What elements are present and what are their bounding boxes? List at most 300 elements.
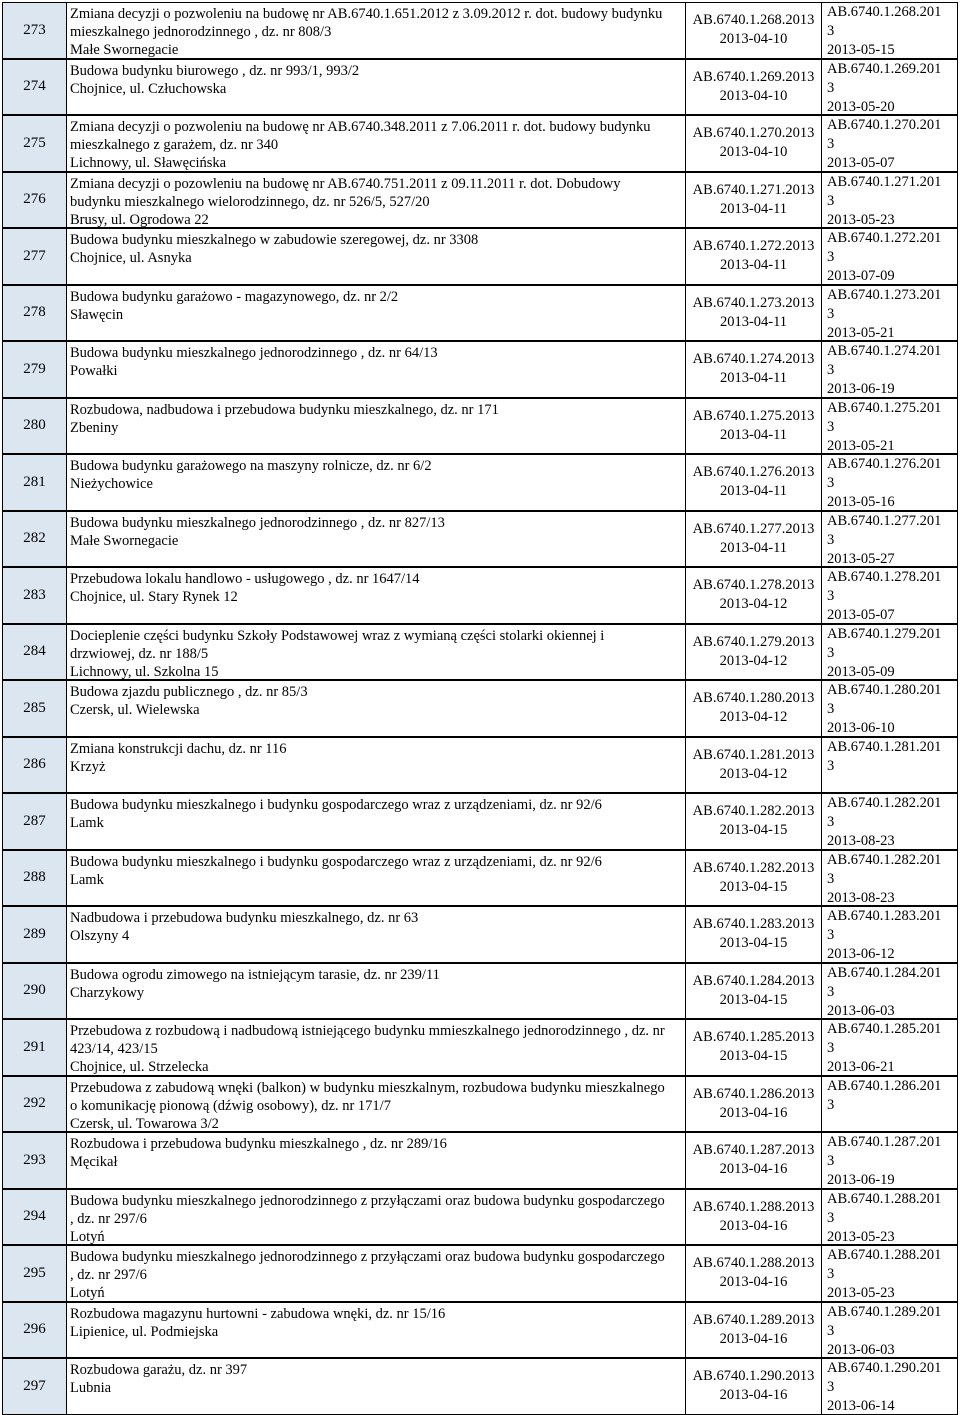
row-number: 296 xyxy=(23,1321,46,1338)
decision-number-suffix: 3 xyxy=(827,1096,835,1113)
description-line: Budowa budynku mieszkalnego jednorodzinnego , dz. nr 827/13 xyxy=(70,514,445,531)
table-row xyxy=(0,172,960,229)
decision-cell xyxy=(821,511,958,568)
decision-date: 2013-06-19 xyxy=(827,381,895,397)
registration-number: AB.6740.1.271.2013 xyxy=(692,181,815,198)
registration-number: AB.6740.1.290.2013 xyxy=(692,1368,815,1385)
decision-number: AB.6740.1.274.201 xyxy=(827,343,942,359)
registration-number: AB.6740.1.280.2013 xyxy=(692,690,815,707)
description-line: Lamk xyxy=(70,871,104,888)
decision-number-suffix: 3 xyxy=(827,1379,835,1395)
table-row xyxy=(0,1189,960,1246)
decision-cell xyxy=(821,341,958,398)
decision-cell xyxy=(821,850,958,907)
row-number: 292 xyxy=(23,1095,46,1112)
decision-date: 2013-06-03 xyxy=(827,1002,895,1019)
registration-cell xyxy=(685,285,822,342)
row-number-cell xyxy=(2,680,67,737)
decision-date: 2013-05-20 xyxy=(827,98,895,115)
registration-date: 2013-04-15 xyxy=(719,991,788,1008)
row-number: 275 xyxy=(23,134,46,151)
description-line: Lipienice, ul. Podmiejska xyxy=(70,1323,219,1340)
registration-date: 2013-04-10 xyxy=(719,31,788,48)
description-line: Lotyń xyxy=(70,1228,105,1245)
table-row xyxy=(0,1076,960,1133)
registration-date: 2013-04-12 xyxy=(719,709,788,726)
registration-cell xyxy=(685,624,822,681)
row-number-cell xyxy=(2,567,67,624)
decision-cell xyxy=(821,906,958,963)
row-number-cell xyxy=(2,1358,67,1415)
description-cell xyxy=(66,624,686,681)
registration-cell xyxy=(685,1189,822,1246)
description-cell xyxy=(66,1076,686,1133)
table-row xyxy=(0,850,960,907)
decision-date: 2013-05-09 xyxy=(827,663,895,680)
description-line: Chojnice, ul. Stary Rynek 12 xyxy=(70,589,238,605)
registration-cell xyxy=(685,511,822,568)
description-cell xyxy=(66,680,686,737)
decision-number: AB.6740.1.276.201 xyxy=(827,456,942,472)
description-line: Powałki xyxy=(70,363,118,379)
decision-number: AB.6740.1.283.201 xyxy=(827,908,942,924)
row-number-cell xyxy=(2,398,67,455)
registration-cell xyxy=(685,398,822,455)
decision-cell xyxy=(821,1358,958,1415)
description-line: Nadbudowa i przebudowa budynku mieszkalnego, dz. nr 63 xyxy=(70,910,419,926)
registration-number: AB.6740.1.277.2013 xyxy=(692,520,815,537)
decision-date: 2013-06-03 xyxy=(827,1341,895,1358)
description-line: Budowa budynku mieszkalnego jednorodzinnego z przyłączami oraz budowa budynku gospodarczego xyxy=(70,1192,665,1209)
registration-cell xyxy=(685,1076,822,1133)
decision-cell xyxy=(821,115,958,172)
description-line: Budowa budynku biurowego , dz. nr 993/1, 993/2 xyxy=(70,62,360,79)
row-number: 290 xyxy=(23,982,46,999)
row-number: 283 xyxy=(23,586,46,603)
decision-number: AB.6740.1.277.201 xyxy=(827,512,942,529)
description-line: Zmiana decyzji o pozowleniu na budowę nr AB.6740.751.2011 z 09.11.2011 r. dot. Dobudowy xyxy=(70,175,621,192)
registration-number: AB.6740.1.276.2013 xyxy=(692,464,815,481)
decision-number-suffix: 3 xyxy=(827,1322,835,1339)
registration-date: 2013-04-16 xyxy=(719,1330,788,1347)
decision-number: AB.6740.1.273.201 xyxy=(827,286,942,303)
row-number: 291 xyxy=(23,1038,46,1055)
decision-cell xyxy=(821,963,958,1020)
description-line: mieszkalnego z garażem, dz. nr 340 xyxy=(70,137,279,153)
decision-cell xyxy=(821,285,958,342)
decision-date: 2013-05-23 xyxy=(827,1228,895,1245)
row-number: 288 xyxy=(23,869,46,886)
row-number-cell xyxy=(2,850,67,907)
registration-cell xyxy=(685,59,822,116)
row-number: 295 xyxy=(23,1264,46,1281)
decision-number-suffix: 3 xyxy=(827,1040,835,1056)
table-row xyxy=(0,1019,960,1076)
decision-cell xyxy=(821,1245,958,1302)
registration-date: 2013-04-11 xyxy=(719,483,788,500)
row-number: 274 xyxy=(23,78,46,95)
description-cell xyxy=(66,115,686,172)
table-row xyxy=(0,737,960,794)
table-row xyxy=(0,59,960,116)
row-number: 297 xyxy=(23,1377,46,1394)
decision-cell xyxy=(821,1302,958,1359)
row-number: 278 xyxy=(23,304,46,321)
registration-date: 2013-04-16 xyxy=(719,1161,788,1178)
decision-number: AB.6740.1.280.201 xyxy=(827,682,942,698)
table-row xyxy=(0,285,960,342)
registration-cell xyxy=(685,454,822,511)
decision-number-suffix: 3 xyxy=(827,192,835,209)
description-cell xyxy=(66,1132,686,1189)
registration-date: 2013-04-12 xyxy=(719,652,788,669)
row-number: 293 xyxy=(23,1151,46,1168)
decision-number: AB.6740.1.282.201 xyxy=(827,795,942,811)
table-row xyxy=(0,398,960,455)
description-line: Chojnice, ul. Strzelecka xyxy=(70,1059,209,1075)
decision-cell xyxy=(821,793,958,850)
description-line: Chojnice, ul. Człuchowska xyxy=(70,80,227,97)
description-line: Lubnia xyxy=(70,1380,112,1396)
registration-date: 2013-04-15 xyxy=(719,878,788,895)
registration-date: 2013-04-16 xyxy=(719,1387,788,1404)
description-line: Nieżychowice xyxy=(70,476,153,492)
decision-date: 2013-05-07 xyxy=(827,607,895,623)
decision-number-suffix: 3 xyxy=(827,1266,835,1282)
registration-number: AB.6740.1.283.2013 xyxy=(692,916,815,933)
registration-cell xyxy=(685,228,822,285)
decision-number-suffix: 3 xyxy=(827,23,835,39)
description-line: Budowa budynku mieszkalnego i budynku gospodarczego wraz z urządzeniami, dz. nr 92/6 xyxy=(70,853,602,870)
description-line: Rozbudowa garażu, dz. nr 397 xyxy=(70,1362,248,1378)
decision-cell xyxy=(821,2,958,59)
table-row xyxy=(0,680,960,737)
registration-date: 2013-04-11 xyxy=(719,313,788,330)
decision-date: 2013-05-21 xyxy=(827,437,895,454)
description-line: Budowa budynku garażowego na maszyny rolnicze, dz. nr 6/2 xyxy=(70,458,432,474)
decision-number-suffix: 3 xyxy=(827,1209,835,1226)
decision-number-suffix: 3 xyxy=(827,1153,835,1169)
row-number-cell xyxy=(2,59,67,116)
decision-number: AB.6740.1.271.201 xyxy=(827,173,942,190)
decision-cell xyxy=(821,1132,958,1189)
description-line: Rozbudowa i przebudowa budynku mieszkalnego , dz. nr 289/16 xyxy=(70,1136,447,1152)
registration-cell xyxy=(685,341,822,398)
registration-cell xyxy=(685,1302,822,1359)
description-line: Budowa budynku garażowo - magazynowego, dz. nr 2/2 xyxy=(70,288,399,305)
registration-cell xyxy=(685,1245,822,1302)
table-row xyxy=(0,511,960,568)
description-line: o komunikację pionową (dźwig osobowy), dz. nr 171/7 xyxy=(70,1097,391,1114)
decision-number-suffix: 3 xyxy=(827,757,835,774)
decision-date: 2013-08-23 xyxy=(827,833,895,849)
row-number-cell xyxy=(2,963,67,1020)
decision-number-suffix: 3 xyxy=(827,870,835,887)
row-number-cell xyxy=(2,2,67,59)
description-line: Zmiana konstrukcji dachu, dz. nr 116 xyxy=(70,740,287,757)
decision-date: 2013-06-21 xyxy=(827,1059,895,1075)
decision-number: AB.6740.1.268.201 xyxy=(827,4,942,20)
row-number-cell xyxy=(2,1019,67,1076)
description-line: budynku mieszkalnego wielorodzinnego, dz. nr 526/5, 527/20 xyxy=(70,193,430,210)
decision-date: 2013-05-16 xyxy=(827,494,895,510)
decision-number: AB.6740.1.287.201 xyxy=(827,1134,942,1150)
registration-cell xyxy=(685,1019,822,1076)
registration-date: 2013-04-11 xyxy=(719,426,788,443)
decision-date: 2013-05-23 xyxy=(827,211,895,228)
registration-number: AB.6740.1.284.2013 xyxy=(692,972,815,989)
decision-number: AB.6740.1.285.201 xyxy=(827,1021,942,1037)
decision-cell xyxy=(821,680,958,737)
decision-number: AB.6740.1.272.201 xyxy=(827,230,942,246)
registration-cell xyxy=(685,963,822,1020)
decision-cell xyxy=(821,737,958,794)
description-line: mieszkalnego jednorodzinnego , dz. nr 808/3 xyxy=(70,24,332,40)
description-line: Budowa budynku mieszkalnego i budynku gospodarczego wraz z urządzeniami, dz. nr 92/6 xyxy=(70,797,602,813)
description-line: Budowa zjazdu publicznego , dz. nr 85/3 xyxy=(70,684,308,700)
description-line: Budowa budynku mieszkalnego jednorodzinnego , dz. nr 64/13 xyxy=(70,345,438,361)
decision-number-suffix: 3 xyxy=(827,136,835,152)
registration-cell xyxy=(685,567,822,624)
description-cell xyxy=(66,398,686,455)
registration-number: AB.6740.1.287.2013 xyxy=(692,1142,815,1159)
decision-cell xyxy=(821,1189,958,1246)
row-number-cell xyxy=(2,115,67,172)
row-number: 286 xyxy=(23,756,46,773)
row-number-cell xyxy=(2,511,67,568)
description-line: Krzyż xyxy=(70,758,106,775)
decision-number: AB.6740.1.282.201 xyxy=(827,851,942,868)
description-line: , dz. nr 297/6 xyxy=(70,1267,147,1283)
registration-cell xyxy=(685,737,822,794)
description-cell xyxy=(66,1019,686,1076)
registration-cell xyxy=(685,172,822,229)
decision-cell xyxy=(821,567,958,624)
registration-date: 2013-04-16 xyxy=(719,1274,788,1291)
row-number: 276 xyxy=(23,191,46,208)
row-number-cell xyxy=(2,454,67,511)
description-line: Męcikał xyxy=(70,1154,118,1170)
description-line: Czersk, ul. Wielewska xyxy=(70,702,200,718)
decision-number-suffix: 3 xyxy=(827,814,835,830)
description-line: Zbeniny xyxy=(70,419,119,436)
registration-number: AB.6740.1.268.2013 xyxy=(692,12,815,29)
description-line: Sławęcin xyxy=(70,306,124,323)
row-number-cell xyxy=(2,737,67,794)
row-number: 289 xyxy=(23,925,46,942)
registration-date: 2013-04-15 xyxy=(719,935,788,952)
decision-date: 2013-06-14 xyxy=(827,1398,895,1414)
description-line: Przebudowa z rozbudową i nadbudową istniejącego budynku mmieszkalnego jednorodzinnego , dz. nr xyxy=(70,1023,665,1039)
description-line: Lichnowy, ul. Sławęcińska xyxy=(70,155,227,171)
table-row xyxy=(0,2,960,59)
decision-date: 2013-06-12 xyxy=(827,946,895,962)
decision-date: 2013-08-23 xyxy=(827,889,895,906)
registration-cell xyxy=(685,850,822,907)
registration-number: AB.6740.1.281.2013 xyxy=(692,746,815,763)
decision-date: 2013-05-21 xyxy=(827,324,895,341)
description-line: Budowa ogrodu zimowego na istniejącym tarasie, dz. nr 239/11 xyxy=(70,966,440,983)
decision-number: AB.6740.1.290.201 xyxy=(827,1360,942,1376)
decision-number: AB.6740.1.288.201 xyxy=(827,1190,942,1207)
decision-date: 2013-05-27 xyxy=(827,550,895,567)
row-number: 279 xyxy=(23,360,46,377)
registration-number: AB.6740.1.278.2013 xyxy=(692,577,815,594)
registration-number: AB.6740.1.275.2013 xyxy=(692,407,815,424)
description-line: Małe Swornegacie xyxy=(70,42,179,58)
decision-cell xyxy=(821,454,958,511)
row-number: 281 xyxy=(23,473,46,490)
decision-number: AB.6740.1.275.201 xyxy=(827,399,942,416)
row-number-cell xyxy=(2,793,67,850)
registration-date: 2013-04-10 xyxy=(719,87,788,104)
description-cell xyxy=(66,285,686,342)
description-line: Czersk, ul. Towarowa 3/2 xyxy=(70,1115,219,1132)
row-number: 284 xyxy=(23,643,46,660)
decision-number-suffix: 3 xyxy=(827,983,835,1000)
decision-number-suffix: 3 xyxy=(827,644,835,661)
table-row xyxy=(0,454,960,511)
row-number-cell xyxy=(2,1132,67,1189)
description-line: Przebudowa lokalu handlowo - usługowego , dz. nr 1647/14 xyxy=(70,571,420,587)
description-cell xyxy=(66,567,686,624)
description-line: Docieplenie części budynku Szkoły Podstawowej wraz z wymianą części stolarki okiennej i xyxy=(70,627,605,644)
row-number: 294 xyxy=(23,1208,46,1225)
description-line: Budowa budynku mieszkalnego jednorodzinnego z przyłączami oraz budowa budynku gospodarczego xyxy=(70,1249,665,1265)
row-number: 280 xyxy=(23,417,46,434)
description-cell xyxy=(66,906,686,963)
registration-date: 2013-04-16 xyxy=(719,1104,788,1121)
decision-number-suffix: 3 xyxy=(827,531,835,548)
registration-date: 2013-04-11 xyxy=(719,370,788,387)
row-number-cell xyxy=(2,906,67,963)
decision-number-suffix: 3 xyxy=(827,475,835,491)
table-row xyxy=(0,567,960,624)
description-cell xyxy=(66,172,686,229)
decision-date: 2013-05-07 xyxy=(827,155,895,171)
row-number: 282 xyxy=(23,530,46,547)
table-row xyxy=(0,228,960,285)
decision-number: AB.6740.1.288.201 xyxy=(827,1247,942,1263)
description-cell xyxy=(66,793,686,850)
description-cell xyxy=(66,1302,686,1359)
registration-number: AB.6740.1.270.2013 xyxy=(692,125,815,142)
decision-number-suffix: 3 xyxy=(827,305,835,322)
registration-number: AB.6740.1.282.2013 xyxy=(692,803,815,820)
table-row xyxy=(0,1245,960,1302)
decision-number: AB.6740.1.270.201 xyxy=(827,117,942,133)
description-line: Zmiana decyzji o pozwoleniu na budowę nr AB.6740.1.651.2012 z 3.09.2012 r. dot. budowy budynku xyxy=(70,6,663,22)
registration-date: 2013-04-11 xyxy=(719,200,788,217)
decision-cell xyxy=(821,59,958,116)
table-row xyxy=(0,1302,960,1359)
registration-date: 2013-04-16 xyxy=(719,1217,788,1234)
description-line: Budowa budynku mieszkalnego w zabudowie szeregowej, dz. nr 3308 xyxy=(70,232,479,248)
row-number-cell xyxy=(2,624,67,681)
table-row xyxy=(0,341,960,398)
decision-number: AB.6740.1.289.201 xyxy=(827,1303,942,1320)
description-cell xyxy=(66,850,686,907)
description-cell xyxy=(66,737,686,794)
description-line: Rozbudowa magazynu hurtowni - zabudowa wnęki, dz. nr 15/16 xyxy=(70,1305,446,1322)
description-line: Lotyń xyxy=(70,1285,105,1301)
decision-number-suffix: 3 xyxy=(827,362,835,378)
registration-date: 2013-04-10 xyxy=(719,144,788,161)
description-line: Zmiana decyzji o pozwoleniu na budowę nr AB.6740.348.2011 z 7.06.2011 r. dot. budowy budynku xyxy=(70,119,651,135)
description-cell xyxy=(66,1189,686,1246)
decision-cell xyxy=(821,172,958,229)
row-number-cell xyxy=(2,228,67,285)
decision-cell xyxy=(821,1076,958,1133)
description-cell xyxy=(66,1245,686,1302)
decision-number-suffix: 3 xyxy=(827,701,835,717)
row-number-cell xyxy=(2,1189,67,1246)
table-row xyxy=(0,1132,960,1189)
registration-cell xyxy=(685,1132,822,1189)
registration-number: AB.6740.1.272.2013 xyxy=(692,238,815,255)
decision-number-suffix: 3 xyxy=(827,927,835,943)
registration-number: AB.6740.1.279.2013 xyxy=(692,633,815,650)
decision-cell xyxy=(821,228,958,285)
description-cell xyxy=(66,341,686,398)
row-number-cell xyxy=(2,285,67,342)
table-row xyxy=(0,624,960,681)
decision-number: AB.6740.1.286.201 xyxy=(827,1077,942,1094)
registration-cell xyxy=(685,793,822,850)
registration-number: AB.6740.1.288.2013 xyxy=(692,1255,815,1272)
decision-number: AB.6740.1.269.201 xyxy=(827,60,942,77)
description-line: , dz. nr 297/6 xyxy=(70,1210,147,1227)
decision-number-suffix: 3 xyxy=(827,418,835,435)
description-line: Lamk xyxy=(70,815,104,831)
registration-number: AB.6740.1.274.2013 xyxy=(692,351,815,368)
registration-number: AB.6740.1.289.2013 xyxy=(692,1311,815,1328)
table-row xyxy=(0,793,960,850)
description-cell xyxy=(66,59,686,116)
registration-cell xyxy=(685,2,822,59)
description-line: Małe Swornegacie xyxy=(70,532,179,549)
description-cell xyxy=(66,1358,686,1415)
description-line: 423/14, 423/15 xyxy=(70,1041,158,1057)
decision-date: 2013-07-09 xyxy=(827,268,895,284)
description-cell xyxy=(66,228,686,285)
registration-cell xyxy=(685,680,822,737)
row-number: 285 xyxy=(23,699,46,716)
decision-number-suffix: 3 xyxy=(827,79,835,96)
description-line: Brusy, ul. Ogrodowa 22 xyxy=(70,211,209,228)
table-row xyxy=(0,1358,960,1415)
row-number-cell xyxy=(2,172,67,229)
registration-cell xyxy=(685,906,822,963)
table-row xyxy=(0,963,960,1020)
description-line: Lichnowy, ul. Szkolna 15 xyxy=(70,663,219,680)
registration-number: AB.6740.1.273.2013 xyxy=(692,294,815,311)
decision-date: 2013-06-10 xyxy=(827,720,895,736)
description-line: Chojnice, ul. Asnyka xyxy=(70,250,192,266)
decision-number-suffix: 3 xyxy=(827,249,835,265)
row-number: 273 xyxy=(23,21,46,38)
description-cell xyxy=(66,454,686,511)
decision-date: 2013-06-19 xyxy=(827,1172,895,1188)
description-line: Rozbudowa, nadbudowa i przebudowa budynku mieszkalnego, dz. nr 171 xyxy=(70,401,499,418)
registration-number: AB.6740.1.282.2013 xyxy=(692,859,815,876)
row-number: 277 xyxy=(23,247,46,264)
row-number-cell xyxy=(2,341,67,398)
registration-date: 2013-04-11 xyxy=(719,257,788,274)
registration-date: 2013-04-15 xyxy=(719,822,788,839)
registration-date: 2013-04-15 xyxy=(719,1048,788,1065)
description-cell xyxy=(66,2,686,59)
